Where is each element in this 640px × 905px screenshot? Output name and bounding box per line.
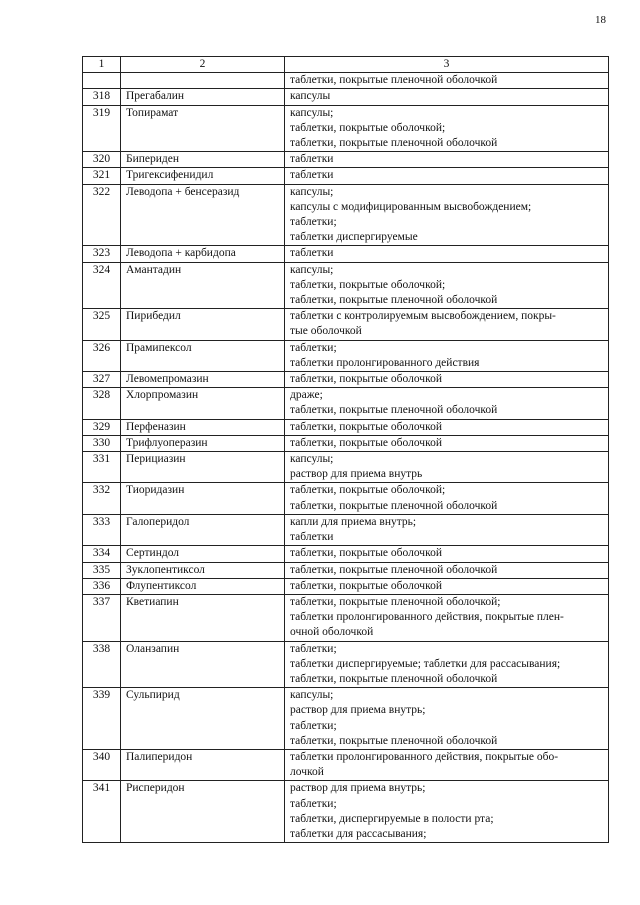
table-header-row [83, 57, 609, 73]
drug-name: Зуклопентиксол [121, 562, 285, 578]
dosage-form-line: капсулы; [290, 106, 334, 119]
header-col-2: 2 [121, 57, 285, 73]
drug-table [82, 56, 609, 843]
dosage-form-line: таблетки, покрытые оболочкой; [290, 484, 446, 497]
drug-name: Флупентиксол [121, 578, 285, 594]
dosage-forms [285, 781, 609, 843]
drug-name: Леводопа + карбидопа [121, 246, 285, 262]
table-row [83, 452, 609, 483]
table-row [83, 749, 609, 780]
dosage-form-line: таблетки [290, 153, 334, 166]
dosage-form-line: таблетки, покрытые оболочкой [290, 420, 442, 433]
drug-name: Топирамат [121, 105, 285, 152]
row-number: 325 [83, 309, 121, 340]
dosage-form-line: таблетки, диспергируемые в полости рта; [290, 812, 494, 825]
dosage-forms [285, 452, 609, 483]
drug-name: Сульпирид [121, 688, 285, 750]
table-row [83, 688, 609, 750]
drug-name: Хлорпромазин [121, 388, 285, 419]
table-row [83, 246, 609, 262]
row-number [83, 73, 121, 89]
table-row [83, 483, 609, 514]
row-number: 327 [83, 372, 121, 388]
drug-name: Палиперидон [121, 749, 285, 780]
table-row [83, 781, 609, 843]
drug-name: Сертиндол [121, 546, 285, 562]
dosage-form-line: капсулы; [290, 453, 334, 466]
dosage-form-line: таблетки, покрытые оболочкой [290, 436, 442, 449]
drug-name: Трифлуоперазин [121, 435, 285, 451]
row-number: 332 [83, 483, 121, 514]
row-number: 320 [83, 152, 121, 168]
table-row [83, 152, 609, 168]
dosage-forms [285, 688, 609, 750]
dosage-form-line: таблетки пролонгированного действия, покрытые плен- [290, 611, 564, 624]
row-number: 322 [83, 184, 121, 246]
dosage-forms [285, 168, 609, 184]
dosage-form-line: таблетки, покрытые пленочной оболочкой [290, 672, 498, 685]
dosage-form-line: таблетки [290, 169, 334, 182]
dosage-forms [285, 483, 609, 514]
row-number: 338 [83, 641, 121, 688]
dosage-forms [285, 388, 609, 419]
dosage-form-line: очной оболочкой [290, 626, 374, 639]
dosage-forms [285, 749, 609, 780]
dosage-form-line: таблетки; [290, 341, 337, 354]
drug-name: Амантадин [121, 262, 285, 309]
table-row [83, 340, 609, 371]
row-number: 334 [83, 546, 121, 562]
dosage-form-line: раствор для приема внутрь [290, 468, 423, 481]
row-number: 330 [83, 435, 121, 451]
dosage-forms [285, 546, 609, 562]
drug-name: Бипериден [121, 152, 285, 168]
dosage-form-line: капсулы; [290, 185, 334, 198]
table-row [83, 168, 609, 184]
dosage-form-line: капсулы; [290, 689, 334, 702]
drug-name: Тригексифенидил [121, 168, 285, 184]
dosage-forms [285, 578, 609, 594]
table-row [83, 372, 609, 388]
row-number: 328 [83, 388, 121, 419]
dosage-form-line: таблетки пролонгированного действия [290, 356, 480, 369]
drug-name: Перициазин [121, 452, 285, 483]
dosage-form-line: таблетки; [290, 719, 337, 732]
drug-name [121, 73, 285, 89]
dosage-forms [285, 340, 609, 371]
table-row [83, 419, 609, 435]
dosage-forms [285, 89, 609, 105]
dosage-form-line: таблетки, покрытые пленочной оболочкой [290, 294, 498, 307]
dosage-forms [285, 562, 609, 578]
row-number: 340 [83, 749, 121, 780]
dosage-form-line: таблетки с контролируемым высвобождением, покры- [290, 310, 556, 323]
dosage-forms [285, 309, 609, 340]
dosage-forms [285, 435, 609, 451]
dosage-form-line: таблетки диспергируемые; таблетки для рассасывания; [290, 657, 561, 670]
dosage-form-line: таблетки, покрытые оболочкой [290, 547, 442, 560]
dosage-form-line: капли для приема внутрь; [290, 515, 417, 528]
dosage-forms [285, 419, 609, 435]
table-row [83, 184, 609, 246]
row-number: 329 [83, 419, 121, 435]
dosage-form-line: таблетки, покрытые оболочкой; [290, 121, 446, 134]
table-row [83, 641, 609, 688]
dosage-form-line: тые оболочкой [290, 325, 362, 338]
dosage-form-line: таблетки; [290, 797, 337, 810]
dosage-forms [285, 105, 609, 152]
drug-name: Оланзапин [121, 641, 285, 688]
dosage-form-line: капсулы с модифицированным высвобождением; [290, 200, 532, 213]
dosage-form-line: драже; [290, 389, 323, 402]
row-number: 318 [83, 89, 121, 105]
table-row [83, 546, 609, 562]
dosage-form-line: таблетки, покрытые пленочной оболочкой [290, 74, 498, 87]
dosage-form-line: таблетки; [290, 642, 337, 655]
table-row [83, 89, 609, 105]
dosage-form-line: таблетки для рассасывания; [290, 827, 427, 840]
row-number: 319 [83, 105, 121, 152]
row-number: 321 [83, 168, 121, 184]
table-row [83, 105, 609, 152]
dosage-form-line: таблетки, покрытые пленочной оболочкой [290, 499, 498, 512]
dosage-form-line: таблетки, покрытые пленочной оболочкой; [290, 595, 501, 608]
dosage-form-line: таблетки; [290, 216, 337, 229]
drug-name: Тиоридазин [121, 483, 285, 514]
dosage-form-line: таблетки, покрытые пленочной оболочкой [290, 563, 498, 576]
dosage-form-line: капсулы [290, 90, 331, 103]
dosage-form-line: таблетки, покрытые оболочкой [290, 579, 442, 592]
drug-name: Кветиапин [121, 594, 285, 641]
dosage-form-line: таблетки, покрытые оболочкой [290, 373, 442, 386]
dosage-form-line: таблетки диспергируемые [290, 231, 418, 244]
dosage-forms [285, 372, 609, 388]
dosage-form-line: таблетки, покрытые пленочной оболочкой [290, 137, 498, 150]
dosage-form-line: таблетки [290, 247, 334, 260]
drug-name: Леводопа + бенсеразид [121, 184, 285, 246]
row-number: 336 [83, 578, 121, 594]
drug-name: Прегабалин [121, 89, 285, 105]
row-number: 341 [83, 781, 121, 843]
row-number: 331 [83, 452, 121, 483]
dosage-form-line: капсулы; [290, 263, 334, 276]
dosage-forms [285, 152, 609, 168]
header-col-3: 3 [285, 57, 609, 73]
table-row [83, 309, 609, 340]
dosage-forms [285, 246, 609, 262]
drug-name: Левомепромазин [121, 372, 285, 388]
table-row [83, 578, 609, 594]
dosage-form-line: таблетки, покрытые пленочной оболочкой [290, 404, 498, 417]
table-row [83, 514, 609, 545]
table-row [83, 73, 609, 89]
row-number: 326 [83, 340, 121, 371]
row-number: 335 [83, 562, 121, 578]
drug-name: Галоперидол [121, 514, 285, 545]
dosage-forms [285, 641, 609, 688]
table-row [83, 262, 609, 309]
dosage-form-line: таблетки [290, 531, 334, 544]
dosage-form-line: раствор для приема внутрь; [290, 704, 426, 717]
dosage-forms [285, 514, 609, 545]
dosage-forms [285, 184, 609, 246]
drug-name: Перфеназин [121, 419, 285, 435]
table-row [83, 562, 609, 578]
dosage-form-line: таблетки, покрытые оболочкой; [290, 278, 446, 291]
drug-name: Прамипексол [121, 340, 285, 371]
row-number: 337 [83, 594, 121, 641]
row-number: 339 [83, 688, 121, 750]
table-body [83, 73, 609, 843]
page-number: 18 [595, 14, 606, 26]
dosage-forms [285, 262, 609, 309]
dosage-form-line: таблетки пролонгированного действия, покрытые обо- [290, 750, 559, 763]
dosage-form-line: лочкой [290, 766, 324, 779]
table-row [83, 435, 609, 451]
row-number: 333 [83, 514, 121, 545]
table-row [83, 388, 609, 419]
header-col-1: 1 [83, 57, 121, 73]
table-row [83, 594, 609, 641]
row-number: 324 [83, 262, 121, 309]
drug-name: Пирибедил [121, 309, 285, 340]
dosage-forms [285, 73, 609, 89]
row-number: 323 [83, 246, 121, 262]
dosage-form-line: раствор для приема внутрь; [290, 782, 426, 795]
dosage-form-line: таблетки, покрытые пленочной оболочкой [290, 734, 498, 747]
dosage-forms [285, 594, 609, 641]
drug-name: Рисперидон [121, 781, 285, 843]
